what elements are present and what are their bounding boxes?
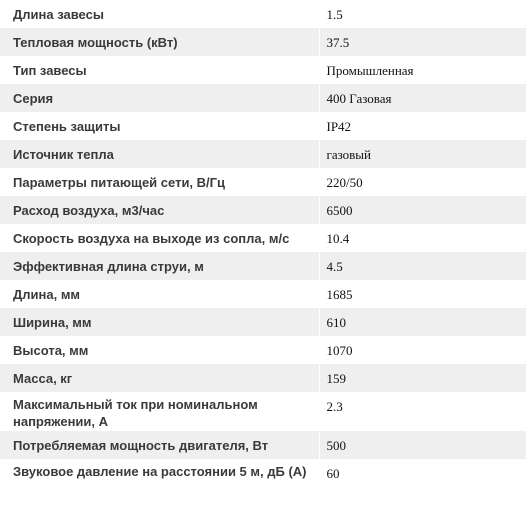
spec-row [0, 168, 526, 196]
spec-label: Высота, мм [0, 336, 319, 364]
spec-value: 4.5 [319, 252, 526, 280]
spec-row [0, 336, 526, 364]
spec-label: Тип завесы [0, 56, 319, 84]
spec-value: 1.5 [319, 0, 526, 28]
spec-row [0, 56, 526, 84]
spec-value: 500 [319, 431, 526, 459]
spec-label: Эффективная длина струи, м [0, 252, 319, 280]
spec-row [0, 364, 526, 392]
spec-row [0, 0, 526, 28]
spec-label: Потребляемая мощность двигателя, Вт [0, 431, 319, 459]
spec-value: 60 [319, 459, 526, 498]
spec-label: Длина завесы [0, 0, 319, 28]
spec-value: Промышленная [319, 56, 526, 84]
spec-row [0, 224, 526, 252]
spec-label: Серия [0, 84, 319, 112]
spec-label: Звуковое давление на расстоянии 5 м, дБ (А) [0, 459, 319, 498]
spec-label: Степень защиты [0, 112, 319, 140]
spec-row [0, 84, 526, 112]
spec-value: газовый [319, 140, 526, 168]
spec-value: 159 [319, 364, 526, 392]
spec-row [0, 196, 526, 224]
spec-label: Параметры питающей сети, В/Гц [0, 168, 319, 196]
spec-value: 37.5 [319, 28, 526, 56]
spec-label: Масса, кг [0, 364, 319, 392]
spec-value: 1070 [319, 336, 526, 364]
spec-value: 400 Газовая [319, 84, 526, 112]
spec-label: Максимальный ток при номинальном напряжении, А [0, 392, 319, 431]
spec-row [0, 459, 526, 498]
spec-row [0, 252, 526, 280]
spec-label: Тепловая мощность (кВт) [0, 28, 319, 56]
spec-value: 220/50 [319, 168, 526, 196]
spec-row [0, 431, 526, 459]
spec-label: Длина, мм [0, 280, 319, 308]
spec-row [0, 112, 526, 140]
spec-value: 6500 [319, 196, 526, 224]
spec-value: 10.4 [319, 224, 526, 252]
spec-label: Ширина, мм [0, 308, 319, 336]
spec-value: IP42 [319, 112, 526, 140]
spec-value: 2.3 [319, 392, 526, 431]
spec-value: 610 [319, 308, 526, 336]
spec-row [0, 308, 526, 336]
spec-value: 1685 [319, 280, 526, 308]
spec-row [0, 280, 526, 308]
spec-label: Скорость воздуха на выходе из сопла, м/с [0, 224, 319, 252]
spec-row [0, 392, 526, 431]
spec-row [0, 140, 526, 168]
spec-row [0, 28, 526, 56]
spec-label: Расход воздуха, м3/час [0, 196, 319, 224]
spec-label: Источник тепла [0, 140, 319, 168]
